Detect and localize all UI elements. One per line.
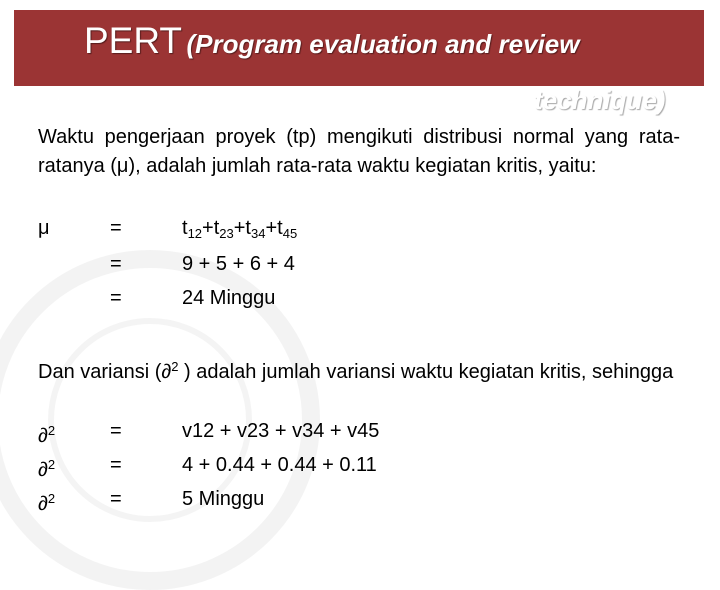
variance-result: 5 Minggu: [182, 488, 265, 510]
variance-sum: 4 + 0.44 + 0.44 + 0.11: [182, 454, 377, 476]
variance-symbol: ∂$^2$: [38, 423, 56, 447]
mean-formula: $t_{12}+t_{23}+t_{34}+t_{45}$: [182, 217, 298, 241]
title-continuation: technique): [534, 85, 666, 115]
variance-symbol: ∂$^2$: [38, 457, 56, 481]
title-main: PERT: [84, 20, 183, 61]
equals-sign: =: [110, 253, 122, 275]
equals-sign: =: [110, 454, 122, 476]
mean-symbol: μ: [38, 217, 50, 239]
variance-formula: v12 + v23 + v34 + v45: [182, 420, 380, 442]
equals-sign: =: [110, 217, 122, 239]
slide-title: [84, 20, 579, 62]
intro-paragraph: Waktu pengerjaan proyek (tp) mengikuti distribusi normal yang rata-ratanya (μ), adalah jumlah rata-rata waktu kegiatan kritis, yaitu:: [38, 126, 680, 177]
equals-sign: =: [110, 287, 122, 309]
variance-symbol: ∂$^2$: [38, 491, 56, 515]
variance-paragraph: Dan variansi (∂$^2$ ) adalah jumlah variansi waktu kegiatan kritis, sehingga: [38, 359, 674, 383]
equals-sign: =: [110, 488, 122, 510]
mean-sum: 9 + 5 + 6 + 4: [182, 253, 295, 275]
equals-sign: =: [110, 420, 122, 442]
title-parenthetical: (Program evaluation and review: [186, 29, 580, 59]
mean-result: 24 Minggu: [182, 287, 276, 309]
